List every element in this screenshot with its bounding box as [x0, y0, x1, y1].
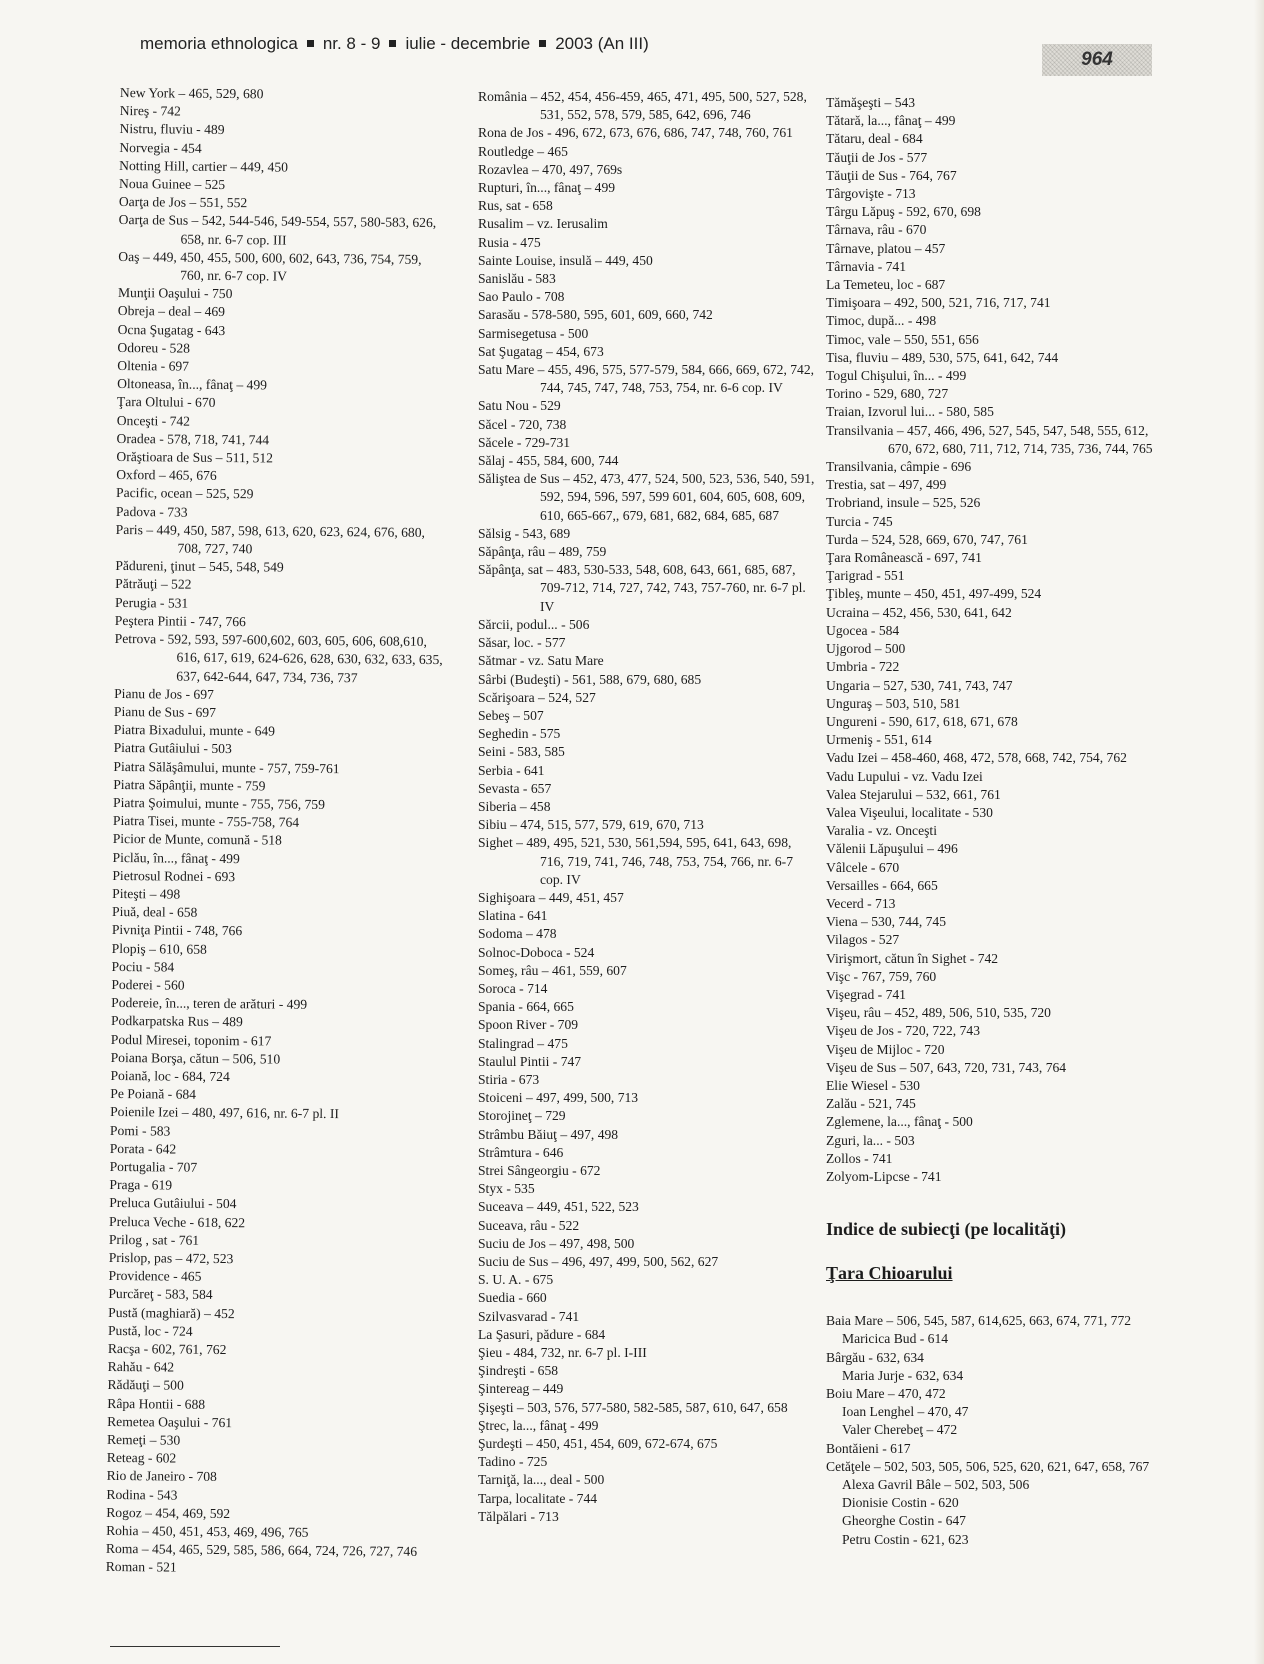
index-entry: Vişeu de Sus – 507, 643, 720, 731, 743, 764 [826, 1059, 1067, 1075]
index-entry: Strâmbu Băiuţ – 497, 498 [478, 1126, 619, 1142]
index-entry: Rupturi, în..., fânaţ – 499 [478, 180, 616, 196]
index-entry: Ţara Oltului - 670 [116, 394, 216, 411]
index-entry: Reteag - 602 [106, 1450, 177, 1466]
index-entry: La Şasuri, pădure - 684 [478, 1326, 606, 1342]
index-entry: Onceşti - 742 [116, 412, 191, 429]
index-entry: Urmeniş - 551, 614 [826, 732, 932, 748]
index-entry: Tadino - 725 [478, 1454, 548, 1470]
index-entry: Tisa, fluviu – 489, 530, 575, 641, 642, 744 [826, 349, 1059, 365]
index-entry: Piatra Bixadului, munte - 649 [113, 722, 276, 739]
index-entry: Plopiş – 610, 658 [111, 940, 207, 957]
section-subtitle: Ţara Chioarului [826, 1263, 953, 1284]
section-title: Indice de subiecţi (pe localităţi) [826, 1219, 1066, 1240]
index-entry: Sălaj - 455, 584, 600, 744 [478, 453, 619, 469]
index-entry: Vadu Lupului - vz. Vadu Izei [826, 768, 983, 784]
index-entry: Zalău - 521, 745 [826, 1096, 916, 1112]
index-entry: Şintereag – 449 [478, 1381, 564, 1397]
index-entry: Maricica Bud - 614 [842, 1331, 949, 1347]
index-entry: Varalia - vz. Onceşti [826, 823, 937, 839]
index-entry: Piclău, în..., fânaţ - 499 [112, 849, 240, 866]
separator-square-icon [389, 40, 396, 47]
index-entry: Valea Vişeului, localitate - 530 [826, 804, 993, 820]
index-entry: New York – 465, 529, 680 [119, 84, 264, 102]
index-entry: Sao Paulo - 708 [478, 289, 565, 305]
index-entry: Piatra Şoimului, munte - 755, 756, 759 [113, 794, 325, 812]
index-entry: Şişeşti – 503, 576, 577-580, 582-585, 587, 610, 647, 658 [478, 1399, 788, 1415]
index-entry: Pivniţa Pintii - 748, 766 [111, 922, 243, 939]
index-entry: Pădureni, ţinut – 545, 548, 549 [115, 558, 284, 575]
index-entry: Siberia – 458 [478, 798, 551, 814]
index-entry: Zollos - 741 [826, 1150, 893, 1166]
index-entry: Tarniţă, la..., deal - 500 [478, 1472, 605, 1488]
index-entry: Viena – 530, 744, 745 [826, 914, 947, 930]
index-entry: Prislop, pas – 472, 523 [108, 1249, 234, 1267]
index-entry: Unguraş – 503, 510, 581 [826, 695, 961, 711]
index-entry: Piteşti – 498 [112, 885, 181, 902]
index-entry: Seini - 583, 585 [478, 744, 565, 760]
index-entry: Soroca - 714 [478, 980, 548, 996]
index-entry: Sălsig - 543, 689 [478, 525, 571, 541]
index-entry: Vălenii Lăpuşului – 496 [826, 841, 958, 857]
index-entry: Podkarpatska Rus – 489 [110, 1013, 243, 1030]
index-entry: Remetea Oaşului - 761 [107, 1413, 233, 1430]
index-entry: Rohia – 450, 451, 453, 469, 496, 765 [106, 1522, 309, 1540]
index-entry: Vişeu de Mijloc - 720 [826, 1041, 945, 1057]
index-entry: Rona de Jos - 496, 672, 673, 676, 686, 747, 748, 760, 761 [478, 125, 793, 141]
index-entry: Petru Costin - 621, 623 [842, 1531, 969, 1547]
index-entry: Rahău - 642 [107, 1359, 175, 1375]
index-column-1 [106, 84, 450, 1580]
index-entry: Transilvania – 457, 466, 496, 527, 545, 547, 548, 555, 612, 670, 672, 680, 711, 712, 714, 735, 736, 744, 765 [826, 422, 1153, 456]
index-entry: Săcele - 729-731 [478, 434, 571, 450]
index-entry: Valea Stejarului – 532, 661, 761 [826, 786, 1001, 802]
index-entry: Someş, râu – 461, 559, 607 [478, 962, 627, 978]
index-entry: Vilagos - 527 [826, 932, 900, 948]
index-entry: Stiria - 673 [478, 1071, 540, 1087]
index-entry: Târgovişte - 713 [826, 186, 916, 202]
index-entry: Rusalim – vz. Ierusalim [478, 216, 608, 232]
index-entry: Bârgău - 632, 634 [826, 1349, 924, 1365]
index-entry: Sighişoara – 449, 451, 457 [478, 889, 624, 905]
index-entry: Bontăieni - 617 [826, 1440, 911, 1456]
index-entry: Padova - 733 [115, 503, 188, 520]
index-entry: Pacific, ocean – 525, 529 [116, 485, 254, 502]
issue-year: 2003 (An III) [555, 34, 649, 53]
index-entry: Baia Mare – 506, 545, 587, 614,625, 663, 674, 771, 772 [826, 1313, 1132, 1329]
index-entry: Torino - 529, 680, 727 [826, 386, 949, 402]
index-entry: Noua Guinee – 525 [118, 176, 226, 193]
index-entry: Poienile Izei – 480, 497, 616, nr. 6-7 pl. II [110, 1104, 339, 1122]
index-entry: Notting Hill, cartier – 449, 450 [119, 157, 289, 175]
index-entry: Oradea - 578, 718, 741, 744 [116, 430, 270, 448]
index-entry: Norvegia - 454 [119, 139, 202, 156]
index-entry: Rusia - 475 [478, 234, 541, 250]
index-entry: Oxford – 465, 676 [116, 467, 217, 484]
page-edge [1254, 0, 1264, 1664]
index-entry: Poderei - 560 [111, 976, 185, 993]
index-entry: Porata - 642 [109, 1140, 177, 1157]
index-entry: Prilog , sat - 761 [108, 1231, 200, 1248]
index-entry: Preluca Veche - 618, 622 [109, 1213, 246, 1230]
footer-rule [110, 1646, 280, 1647]
index-entry: Slatina - 641 [478, 908, 548, 924]
index-entry: Ugocea - 584 [826, 622, 900, 638]
index-entry: Oarţa de Jos – 551, 552 [118, 194, 248, 211]
separator-square-icon [307, 40, 314, 47]
index-entry: Podul Miresei, toponim - 617 [110, 1031, 272, 1049]
index-entry: Preluca Gutâiului - 504 [109, 1195, 237, 1212]
index-entry: Pustă, loc - 724 [107, 1322, 193, 1339]
index-entry: Storojineţ – 729 [478, 1108, 566, 1124]
index-entry: Târnava, râu - 670 [826, 222, 927, 238]
index-entry: Satu Mare – 455, 496, 575, 577-579, 584, 666, 669, 672, 742, 744, 745, 747, 748, 753, 754, nr. 6-6 cop. IV [478, 362, 815, 396]
index-entry: Râpa Hontii - 688 [107, 1395, 206, 1412]
index-entry: Suceava, râu - 522 [478, 1217, 580, 1233]
index-entry: Portugalia - 707 [109, 1158, 198, 1175]
index-entry: Tălpălari - 713 [478, 1508, 559, 1524]
index-entry: Piatra Gutâiului - 503 [113, 740, 232, 757]
index-entry: Tăuţii de Jos - 577 [826, 149, 928, 165]
index-entry: Praga - 619 [109, 1177, 173, 1193]
index-entry: Ioan Lenghel – 470, 47 [842, 1404, 969, 1420]
index-column-3 [826, 94, 1170, 1549]
index-entry: Sanislău - 583 [478, 271, 556, 287]
index-entry: Strâmtura - 646 [478, 1144, 564, 1160]
journal-title: memoria ethnologica [140, 34, 298, 53]
index-entry: Picior de Munte, comună - 518 [112, 831, 282, 848]
index-entry: Stoiceni – 497, 499, 500, 713 [478, 1090, 639, 1106]
index-entry: Trobriand, insule – 525, 526 [826, 495, 981, 511]
index-entry: Dionisie Costin - 620 [842, 1495, 959, 1511]
running-header [140, 34, 649, 54]
index-entry: Suedia - 660 [478, 1290, 547, 1306]
index-entry: Săpânţa, sat – 483, 530-533, 548, 608, 643, 661, 685, 687, 709-712, 714, 727, 742, 743, 757-760, nr. 6-7 pl. IV [478, 562, 806, 614]
index-entry: Târnave, platou – 457 [826, 240, 946, 256]
index-entry: Vâlcele - 670 [826, 859, 900, 875]
index-entry: Sibiu – 474, 515, 577, 579, 619, 670, 713 [478, 817, 704, 833]
index-entry: Stalingrad – 475 [478, 1035, 568, 1051]
index-entry: Routledge – 465 [478, 143, 568, 159]
index-entry: Sârbi (Budeşti) - 561, 588, 679, 680, 685 [478, 671, 702, 687]
index-entry: Oaş – 449, 450, 455, 500, 600, 602, 643, 736, 754, 759, 760, nr. 6-7 cop. IV [118, 248, 422, 284]
index-entry: Satu Nou - 529 [478, 398, 561, 414]
index-entry: Spania - 664, 665 [478, 999, 574, 1015]
index-entry: Serbia - 641 [478, 762, 545, 778]
index-entry: Boiu Mare – 470, 472 [826, 1386, 946, 1401]
index-entry: Obreja – deal – 469 [117, 303, 226, 320]
index-entry: Vişeu de Jos - 720, 722, 743 [826, 1023, 980, 1039]
index-entry: Tăuţii de Sus - 764, 767 [826, 167, 957, 183]
index-entry: Piatra Tisei, munte - 755-758, 764 [112, 813, 300, 830]
index-entry: Remeţi – 530 [106, 1431, 181, 1448]
index-entry: Piatra Săpânţii, munte - 759 [113, 776, 266, 794]
index-entry: Traian, Izvorul lui... - 580, 585 [826, 404, 994, 420]
index-column-2 [478, 88, 818, 1526]
index-entry: Timoc, după... - 498 [826, 313, 937, 329]
index-entry: Tarpa, localitate - 744 [478, 1490, 598, 1506]
index-entry: Şieu - 484, 732, nr. 6-7 pl. I-III [478, 1345, 647, 1361]
index-entry: Sainte Louise, insulă – 449, 450 [478, 252, 653, 268]
index-entry: Versailles - 664, 665 [826, 877, 938, 893]
index-entry: Gheorghe Costin - 647 [842, 1513, 966, 1529]
page-number: 964 [1042, 44, 1152, 76]
index-entry: Ungaria – 527, 530, 741, 743, 747 [826, 677, 1013, 693]
index-entry: Ţibleş, munte – 450, 451, 497-499, 524 [826, 586, 1042, 602]
index-entry: Vadu Izei – 458-460, 468, 472, 578, 668, 742, 754, 762 [826, 750, 1127, 766]
index-entry: Sătmar - vz. Satu Mare [478, 653, 604, 669]
index-entry: Pustă (maghiară) – 452 [108, 1304, 235, 1321]
index-entry: Turda – 524, 528, 669, 670, 747, 761 [826, 531, 1028, 547]
index-entry: Zguri, la... - 503 [826, 1132, 915, 1148]
index-entry: Sebeş – 507 [478, 707, 544, 723]
index-entry: Pianu de Sus - 697 [113, 703, 216, 720]
index-entry: Sarasău - 578-580, 595, 601, 609, 660, 742 [478, 307, 713, 323]
index-entry: Poiană, loc - 684, 724 [110, 1067, 230, 1085]
index-entry: Alexa Gavril Bâle – 502, 503, 506 [842, 1477, 1030, 1493]
index-entry: Ucraina – 452, 456, 530, 641, 642 [826, 604, 1012, 620]
index-entry: Odoreu - 528 [117, 339, 191, 356]
index-entry: Peştera Pintii - 747, 766 [114, 612, 246, 630]
index-entry: Pătrăuţi – 522 [115, 576, 192, 593]
index-entry: Săliştea de Sus – 452, 473, 477, 524, 500, 523, 536, 540, 591, 592, 594, 596, 597, 599 601, 604, 605, 608, 609, 610, 665-667,, 679, 681, 682, 684, 685, 687 [478, 471, 815, 523]
index-entry: Strei Sângeorgiu - 672 [478, 1162, 601, 1178]
index-entries [826, 94, 1170, 1186]
index-entry: Maria Jurje - 632, 634 [842, 1367, 964, 1383]
index-entry: Elie Wiesel - 530 [826, 1077, 920, 1093]
index-entry: Nistru, fluviu - 489 [119, 121, 225, 138]
index-entry: Solnoc-Doboca - 524 [478, 944, 595, 960]
index-entry: Providence - 465 [108, 1268, 202, 1285]
index-entry: Timoc, vale – 550, 551, 656 [826, 331, 979, 347]
index-entry: Racşa - 602, 761, 762 [107, 1340, 227, 1358]
index-entry: Staulul Pintii - 747 [478, 1053, 582, 1069]
index-entry: Nireş - 742 [119, 103, 181, 119]
index-entry: Sighet – 489, 495, 521, 530, 561,594, 595, 641, 643, 698, 716, 719, 741, 746, 748, 753, 754, 766, nr. 6-7 cop. IV [478, 835, 793, 887]
subject-entries [826, 1312, 1170, 1549]
index-entry: Ştrec, la..., fânaţ - 499 [478, 1417, 599, 1433]
index-entry: Vişeu, râu – 452, 489, 506, 510, 535, 720 [826, 1005, 1051, 1021]
index-entry: Paris – 449, 450, 587, 598, 613, 620, 623, 624, 676, 680, 708, 727, 740 [115, 521, 426, 557]
issue-number: nr. 8 - 9 [322, 34, 381, 53]
index-entry: Styx - 535 [478, 1181, 535, 1197]
index-entry: Vecerd - 713 [826, 895, 896, 911]
index-entry: Pociu - 584 [111, 958, 175, 975]
index-entry: Săcel - 720, 738 [478, 416, 567, 432]
index-entry: Rădăuţi – 500 [107, 1377, 184, 1394]
index-entry: Săsar, loc. - 577 [478, 635, 566, 651]
index-entry: Suceava – 449, 451, 522, 523 [478, 1199, 639, 1215]
index-entry: Sevasta - 657 [478, 780, 552, 796]
index-entry: Rozavlea – 470, 497, 769s [478, 161, 623, 177]
index-entry: Szilvasvarad - 741 [478, 1308, 580, 1324]
index-entry: Rogoz – 454, 469, 592 [106, 1504, 231, 1521]
index-entry: Ţara Românească - 697, 741 [826, 550, 982, 566]
index-entry: Pe Poiană - 684 [110, 1086, 197, 1102]
index-entry: Vişc - 767, 759, 760 [826, 968, 937, 984]
index-entry: Timişoara – 492, 500, 521, 716, 717, 741 [826, 295, 1051, 311]
index-entry: Munţii Oaşului - 750 [117, 285, 233, 302]
index-entry: Petrova - 592, 593, 597-600,602, 603, 605, 606, 608,610, 616, 617, 619, 624-626, 628, 630, 632, 633, 635, 637, 642-644, 647, 734, 736, 737 [114, 631, 443, 685]
index-entry: S. U. A. - 675 [478, 1272, 554, 1288]
index-entry: Sat Şugatag – 454, 673 [478, 343, 604, 359]
index-entry: Rodina - 543 [106, 1486, 178, 1503]
index-entry: La Temeteu, loc - 687 [826, 277, 946, 293]
index-entry: Purcăreţ - 583, 584 [108, 1286, 213, 1303]
index-entry: Pomi - 583 [109, 1122, 171, 1139]
index-entry: Poiana Borşa, cătun – 506, 510 [110, 1049, 281, 1067]
index-entry: Trestia, sat – 497, 499 [826, 477, 947, 493]
index-entry: Suciu de Jos – 497, 498, 500 [478, 1235, 635, 1251]
index-entry: Zolyom-Lipcse - 741 [826, 1168, 942, 1184]
index-entry: Săpânţa, râu – 489, 759 [478, 544, 607, 560]
index-entry: Piuă, deal - 658 [111, 904, 198, 920]
index-entry: Ungureni - 590, 617, 618, 671, 678 [826, 713, 1018, 729]
index-entry: Turcia - 745 [826, 513, 893, 529]
index-entry: Rus, sat - 658 [478, 198, 553, 214]
index-entry: Ţarigrad - 551 [826, 568, 905, 584]
index-entry: Podereie, în..., teren de arături - 499 [111, 995, 308, 1012]
index-entry: Şindreşti - 658 [478, 1363, 559, 1379]
index-entry: Tătaru, deal - 684 [826, 131, 923, 147]
index-entry: Oarţa de Sus – 542, 544-546, 549-554, 557, 580-583, 626, 658, nr. 6-7 cop. III [118, 212, 437, 248]
index-entry: Umbria - 722 [826, 659, 900, 675]
index-entry: Târnavia - 741 [826, 258, 907, 274]
index-entry: Sărcii, podul... - 506 [478, 616, 590, 632]
index-entry: Tămăşeşti – 543 [826, 95, 916, 110]
index-entry: Rio de Janeiro - 708 [106, 1468, 217, 1485]
index-entry: Virişmort, cătun în Sighet - 742 [826, 950, 999, 966]
index-entry: Şurdeşti – 450, 451, 454, 609, 672-674, 675 [478, 1436, 718, 1452]
index-entry: Suciu de Sus – 496, 497, 499, 500, 562, 627 [478, 1254, 719, 1269]
index-entry: Oltoneasa, în..., fânaţ – 499 [117, 376, 268, 393]
index-entry: Seghedin - 575 [478, 726, 561, 742]
index-entry: Togul Chişului, în... - 499 [826, 368, 967, 384]
index-entry: Târgu Lăpuş - 592, 670, 698 [826, 204, 981, 220]
index-entry: Valer Cherebeţ – 472 [842, 1422, 958, 1438]
index-entry: Pianu de Jos - 697 [114, 685, 214, 702]
index-entry: Transilvania, câmpie - 696 [826, 459, 972, 475]
index-entry: Tătară, la..., fânaţ – 499 [826, 113, 956, 129]
index-entry: Orăştioara de Sus – 511, 512 [116, 449, 274, 466]
index-entry: Sodoma – 478 [478, 926, 557, 942]
index-entry: Pietrosul Rodnei - 693 [112, 867, 236, 884]
index-entry: Roman - 521 [105, 1559, 177, 1576]
index-entry: România – 452, 454, 456-459, 465, 471, 495, 500, 527, 528, 531, 552, 578, 579, 585, 642, 696, 746 [478, 89, 807, 123]
index-entry: Piatra Sălăşâmului, munte - 757, 759-761 [113, 758, 340, 776]
index-entry: Sarmisegetusa - 500 [478, 325, 589, 341]
index-entry: Roma – 454, 465, 529, 585, 586, 664, 724, 726, 727, 746 [105, 1541, 418, 1560]
index-entry: Ocna Şugatag - 643 [117, 321, 226, 338]
separator-square-icon [539, 40, 546, 47]
index-entry: Zglemene, la..., fânaţ - 500 [826, 1114, 973, 1130]
index-entry: Scărişoara – 524, 527 [478, 689, 596, 705]
issue-period: iulie - decembrie [405, 34, 531, 53]
index-entry: Cetăţele – 502, 503, 505, 506, 525, 620, 621, 647, 658, 767 [826, 1458, 1150, 1474]
index-entry: Ujgorod – 500 [826, 641, 906, 657]
index-entry: Perugia - 531 [114, 594, 189, 611]
index-entry: Spoon River - 709 [478, 1017, 579, 1033]
index-entry: Oltenia - 697 [117, 358, 190, 374]
index-entry: Vişegrad - 741 [826, 986, 906, 1002]
